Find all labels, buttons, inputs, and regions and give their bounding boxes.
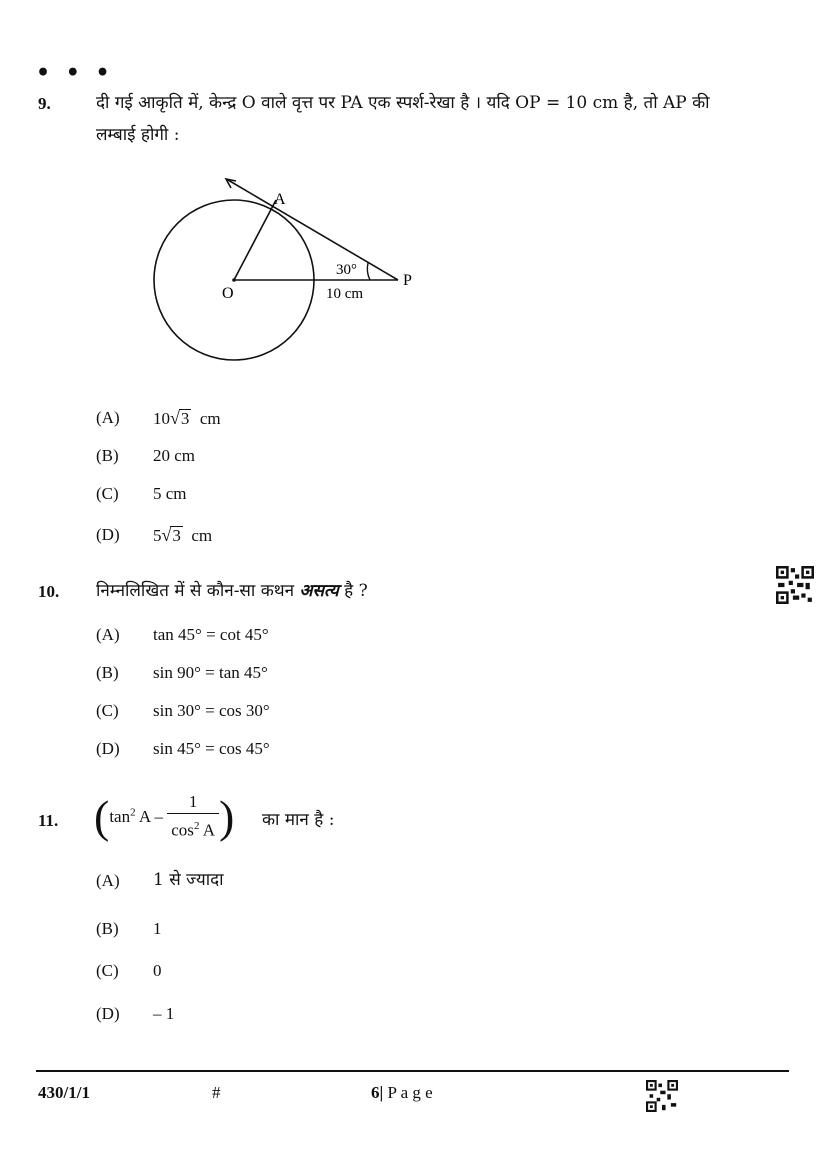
q10-option-a-letter: (A)	[96, 625, 120, 644]
footer-page-indicator: 6| P a g e	[371, 1083, 433, 1102]
q9-option-c-letter: (C)	[96, 484, 119, 503]
q10-option-d-text: sin 45° = cos 45°	[153, 739, 270, 758]
footer-qr-code-icon	[646, 1080, 678, 1112]
q10-number: 10.	[38, 582, 60, 601]
q11-text: का मान है :	[262, 810, 335, 830]
center-dot	[232, 278, 236, 282]
q11-option-b-letter: (B)	[96, 919, 119, 938]
label-O: O	[222, 285, 234, 302]
qr-code-icon	[776, 566, 814, 604]
label-P: P	[403, 272, 412, 289]
footer-hash: #	[212, 1083, 221, 1102]
footer-paper-code: 430/1/1	[38, 1083, 90, 1102]
q9-option-b-letter: (B)	[96, 446, 119, 465]
q9-option-a-letter: (A)	[96, 408, 120, 427]
q9-option-b-text: 20 cm	[153, 446, 196, 465]
q10-option-c-letter: (C)	[96, 701, 119, 720]
footer-divider	[36, 1070, 789, 1072]
q11-option-a-letter: (A)	[96, 871, 120, 890]
q10-emphasis: असत्य	[299, 581, 339, 601]
q11-option-c-letter: (C)	[96, 961, 119, 980]
label-A: A	[274, 191, 286, 208]
continuation-dots: • • •	[36, 60, 114, 86]
q9-number: 9.	[38, 94, 51, 113]
angle-label: 30°	[336, 262, 357, 278]
q11-number: 11.	[38, 811, 59, 830]
length-label: 10 cm	[326, 286, 364, 302]
q10-option-c-text: sin 30° = cos 30°	[153, 701, 270, 720]
q9-option-c-text: 5 cm	[153, 484, 187, 503]
q11-option-d-text: – 1	[153, 1004, 175, 1023]
q9-text-line1: दी गई आकृति में, केन्द्र O वाले वृत्त पर PA एक स्पर्श-रेखा है । यदि OP = 10 cm है, तो AP की	[96, 93, 710, 113]
q11-expression: ($\tan^2$ A – $\frac{1}{\cos^2 A}$ )	[94, 790, 235, 842]
q9-option-d-letter: (D)	[96, 525, 120, 544]
q10-option-a-text: tan 45° = cot 45°	[153, 625, 269, 644]
radius-OA	[234, 200, 276, 280]
q11-option-a-text: 1 से ज्यादा	[153, 870, 224, 890]
angle-arc	[367, 263, 370, 280]
q10-option-b-text: sin 90° = tan 45°	[153, 663, 268, 682]
q10-option-b-letter: (B)	[96, 663, 119, 682]
q9-circle-figure	[140, 170, 440, 370]
q11-option-b-text: 1	[153, 919, 162, 938]
q10-text: निम्नलिखित में से कौन-सा कथन असत्य है ?	[96, 581, 368, 601]
q9-option-d-text: 5√3 cm	[153, 525, 213, 545]
q10-option-d-letter: (D)	[96, 739, 120, 758]
q11-option-c-text: 0	[153, 961, 162, 980]
page-number: 6	[371, 1083, 380, 1102]
q11-option-d-letter: (D)	[96, 1004, 120, 1023]
q9-text-line2: लम्बाई होगी :	[96, 125, 180, 145]
q9-option-a-text: 10√3 cm	[153, 408, 221, 428]
